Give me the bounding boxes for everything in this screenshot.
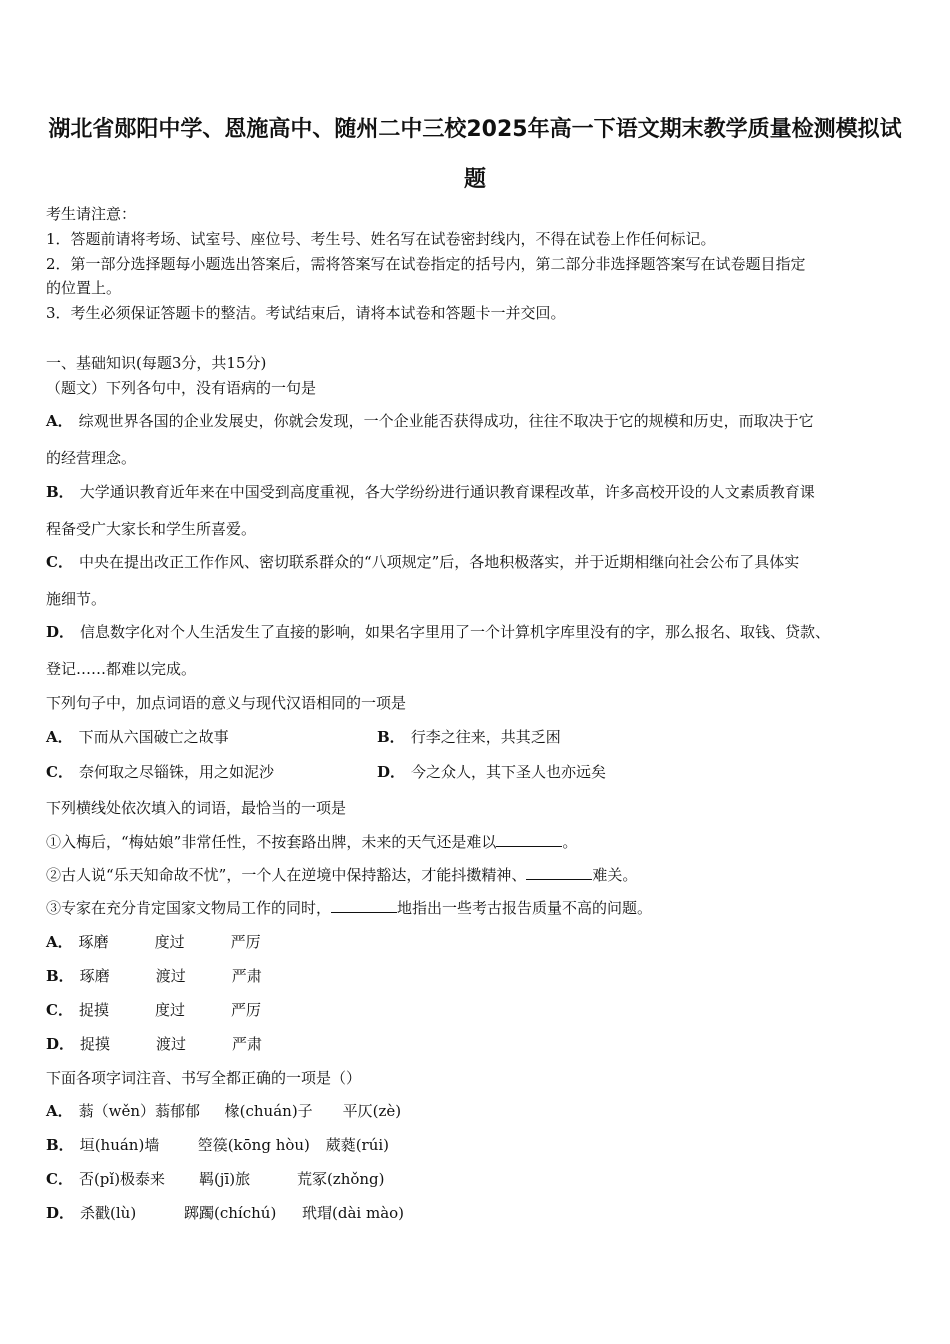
q2-option-c (46, 761, 274, 782)
option-word: 渡过 (155, 967, 186, 985)
option-word: 捉摸 (80, 1035, 111, 1053)
q3-option-c (46, 999, 261, 1020)
q4-option-c (46, 1168, 385, 1189)
notice-item-1: 1．答题前请将考场、试室号、座位号、考生号、姓名写在试卷密封线内，不得在试卷上作任何标记。 (46, 230, 716, 248)
notice-item-3: 3．考生必须保证答题卡的整洁。考试结束后，请将本试卷和答题卡一并交回。 (46, 304, 566, 322)
q4-stem: 下面各项字词注音、书写全都正确的一项是（） (46, 1069, 362, 1087)
sentence-text: ②古人说“乐天知命故不忧”，一个人在逆境中保持豁达，才能抖擞精神、 (46, 866, 527, 884)
option-word: 垣(huán)墙 (79, 1136, 160, 1154)
option-label: A． (46, 412, 73, 430)
q1-stem: （题文）下列各句中，没有语病的一句是 (46, 379, 317, 397)
option-word: 椽(chuán)子 (224, 1102, 313, 1120)
option-label: C． (46, 1001, 73, 1019)
q2-option-a (46, 726, 229, 747)
notice-item-2: 2．第一部分选择题每小题选出答案后，需将答案写在试卷指定的括号内，第二部分非选择题答案写在试卷题目指定 (46, 255, 806, 273)
option-word: 严肃 (231, 967, 262, 985)
exam-title-line1: 湖北省郧阳中学、恩施高中、随州二中三校2025年高一下语文期末教学质量检测模拟试 (48, 117, 902, 142)
sentence-text: ①入梅后，“梅姑娘”非常任性，不按套路出牌，未来的天气还是难以 (46, 833, 497, 851)
q1-option-c-cont: 施细节。 (46, 590, 107, 608)
q1-option-a (46, 410, 814, 431)
option-label: C． (46, 553, 73, 571)
option-label: B． (46, 1136, 74, 1154)
q1-option-d-cont: 登记……都难以完成。 (46, 660, 197, 678)
option-label: C． (46, 763, 73, 781)
q2-stem: 下列句子中，加点词语的意义与现代汉语相同的一项是 (46, 694, 407, 712)
section-heading: 一、基础知识(每题3分，共15分) (46, 354, 267, 372)
q4-option-a (46, 1100, 401, 1121)
option-word: 严厉 (230, 933, 261, 951)
option-label: B． (377, 728, 405, 746)
option-word: 羁(jī)旅 (198, 1170, 251, 1188)
option-word: 严厉 (230, 1001, 261, 1019)
q1-option-b-cont: 程备受广大家长和学生所喜爱。 (46, 520, 257, 538)
sentence-text: 。 (562, 833, 578, 851)
answer-blank (496, 832, 562, 847)
option-word: 平仄(zè) (342, 1102, 402, 1120)
option-text: 行李之往来，共其乏困 (410, 728, 561, 746)
option-label: C． (46, 1170, 73, 1188)
option-text: 下而从六国破亡之故事 (78, 728, 229, 746)
q2-option-b (377, 726, 561, 747)
sentence-text: ③专家在充分肯定国家文物局工作的同时， (46, 899, 332, 917)
option-word: 玳瑁(dài mào) (302, 1204, 405, 1222)
option-word: 度过 (154, 933, 185, 951)
option-text: 奈何取之尽锱铢，用之如泥沙 (78, 763, 274, 781)
answer-blank (331, 898, 397, 913)
q3-stem: 下列横线处依次填入的词语，最恰当的一项是 (46, 799, 347, 817)
option-word: 捉摸 (78, 1001, 109, 1019)
sentence-text: 难关。 (592, 866, 638, 884)
option-text: 今之众人，其下圣人也亦远矣 (411, 763, 607, 781)
option-word: 否(pǐ)极泰来 (78, 1170, 166, 1188)
option-text: 大学通识教育近年来在中国受到高度重视，各大学纷纷进行通识教育课程改革，许多高校开设的人文素质教育课 (79, 483, 815, 501)
q4-option-d (46, 1202, 404, 1223)
exam-title-line2: 题 (463, 167, 486, 192)
option-label: A． (46, 1102, 73, 1120)
q1-option-a-cont: 的经营理念。 (46, 449, 137, 467)
option-label: D． (46, 1035, 75, 1053)
q3-sentence-1 (46, 831, 577, 852)
option-word: 渡过 (156, 1035, 187, 1053)
option-label: A． (46, 933, 73, 951)
option-word: 琢磨 (78, 933, 109, 951)
option-word: 葳蕤(rúi) (325, 1136, 390, 1154)
q4-option-b (46, 1134, 389, 1155)
option-word: 踯躅(chíchú) (184, 1204, 277, 1222)
option-label: D． (46, 623, 75, 641)
option-word: 度过 (154, 1001, 185, 1019)
q3-sentence-2 (46, 864, 637, 885)
q3-sentence-3 (46, 897, 652, 918)
option-word: 箜篌(kōng hòu) (197, 1136, 310, 1154)
option-word: 荒冢(zhǒng) (296, 1170, 385, 1188)
option-label: D． (46, 1204, 75, 1222)
option-word: 严肃 (232, 1035, 263, 1053)
option-label: D． (377, 763, 406, 781)
option-text: 综观世界各国的企业发展史，你就会发现，一个企业能否获得成功，往往不取决于它的规模和历史，而取决于它 (78, 412, 814, 430)
q3-option-d (46, 1033, 262, 1054)
answer-blank (526, 865, 592, 880)
option-text: 中央在提出改正工作作风、密切联系群众的“八项规定”后，各地积极落实，并于近期相继向社会公布了具体实 (78, 553, 800, 571)
sentence-text: 地指出一些考古报告质量不高的问题。 (397, 899, 653, 917)
q1-option-d (46, 621, 830, 642)
option-word: 琢磨 (79, 967, 110, 985)
notice-item-2-cont: 的位置上。 (46, 279, 122, 297)
option-text: 信息数字化对个人生活发生了直接的影响，如果名字里用了一个计算机字库里没有的字，那么报名、取钱、贷款、 (80, 623, 831, 641)
q3-option-a (46, 931, 261, 952)
option-word: 蓊（wěn）蓊郁郁 (78, 1102, 201, 1120)
option-label: B． (46, 967, 74, 985)
option-label: A． (46, 728, 73, 746)
q1-option-c (46, 551, 799, 572)
q1-option-b (46, 481, 815, 502)
q3-option-b (46, 965, 262, 986)
q2-option-d (377, 761, 606, 782)
option-label: B． (46, 483, 74, 501)
option-word: 杀戳(lù) (80, 1204, 137, 1222)
notice-heading: 考生请注意： (46, 205, 137, 223)
